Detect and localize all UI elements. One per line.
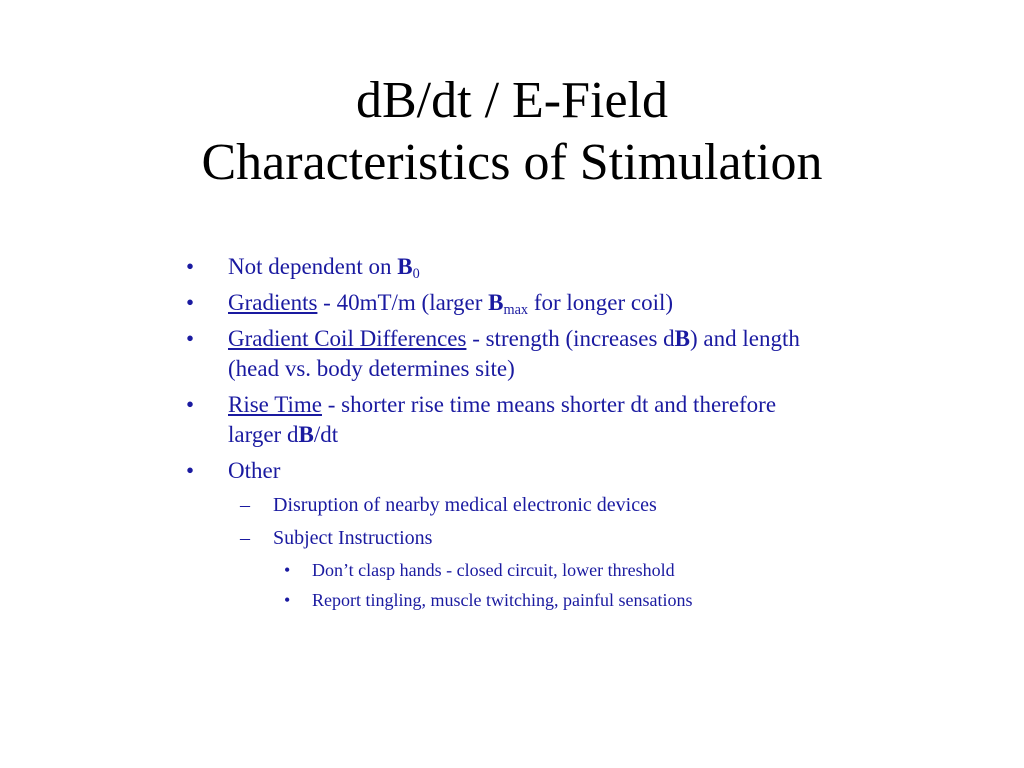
b-symbol: B — [488, 290, 504, 315]
bullet-text-tail: /dt — [313, 422, 339, 447]
slide-title — [0, 70, 1024, 194]
title-line-2: Characteristics of Stimulation — [201, 134, 823, 191]
bullet-marker: • — [284, 590, 291, 610]
title-line-1: dB/dt / E-Field — [356, 72, 668, 129]
bullet-marker: • — [186, 326, 195, 351]
sub-bullet-text: Disruption of nearby medical electronic devices — [273, 494, 657, 516]
b-symbol: B — [397, 254, 413, 279]
bullet-text-tail: ) and length (head vs. body determines site) — [228, 326, 800, 381]
bullet-other — [184, 456, 824, 486]
bullet-marker: • — [284, 560, 291, 580]
gradients-link[interactable]: Gradients — [228, 290, 318, 315]
b-symbol: B — [674, 326, 690, 351]
bullet-text: Other — [228, 458, 281, 483]
bullet-text: - 40mT/m (larger — [317, 290, 489, 315]
bullet-marker: • — [186, 290, 195, 315]
dash-marker: – — [240, 527, 250, 549]
bullet-text-tail: for longer coil) — [528, 290, 674, 315]
bullet-gradient-coil-differences — [184, 324, 824, 384]
bullet-marker: • — [186, 458, 195, 483]
b-symbol: B — [298, 422, 314, 447]
bullet-list — [184, 252, 824, 618]
sub-bullet-text: Subject Instructions — [273, 527, 433, 549]
bullet-text: Not dependent on — [228, 254, 398, 279]
sub-bullet-disruption — [184, 492, 824, 519]
subsub-bullet-text: Report tingling, muscle twitching, painful sensations — [312, 590, 693, 610]
bullet-rise-time — [184, 390, 824, 450]
bullet-text: - strength (increases d — [466, 326, 675, 351]
bullet-marker: • — [186, 254, 195, 279]
gradient-coil-differences-link[interactable]: Gradient Coil Differences — [228, 326, 467, 351]
sub-bullet-subject-instructions — [184, 525, 824, 552]
subsub-bullet-clasp-hands — [184, 558, 824, 582]
subsub-bullet-text: Don’t clasp hands - closed circuit, lower threshold — [312, 560, 675, 580]
b-subscript: 0 — [412, 265, 420, 282]
bullet-text: - shorter rise time means shorter dt and therefore larger d — [228, 392, 777, 447]
bullet-marker: • — [186, 392, 195, 417]
bullet-not-dependent — [184, 252, 824, 282]
bullet-gradients — [184, 288, 824, 318]
b-subscript: max — [503, 301, 529, 318]
rise-time-link[interactable]: Rise Time — [228, 392, 322, 417]
dash-marker: – — [240, 494, 250, 516]
subsub-bullet-report-tingling — [184, 588, 824, 612]
